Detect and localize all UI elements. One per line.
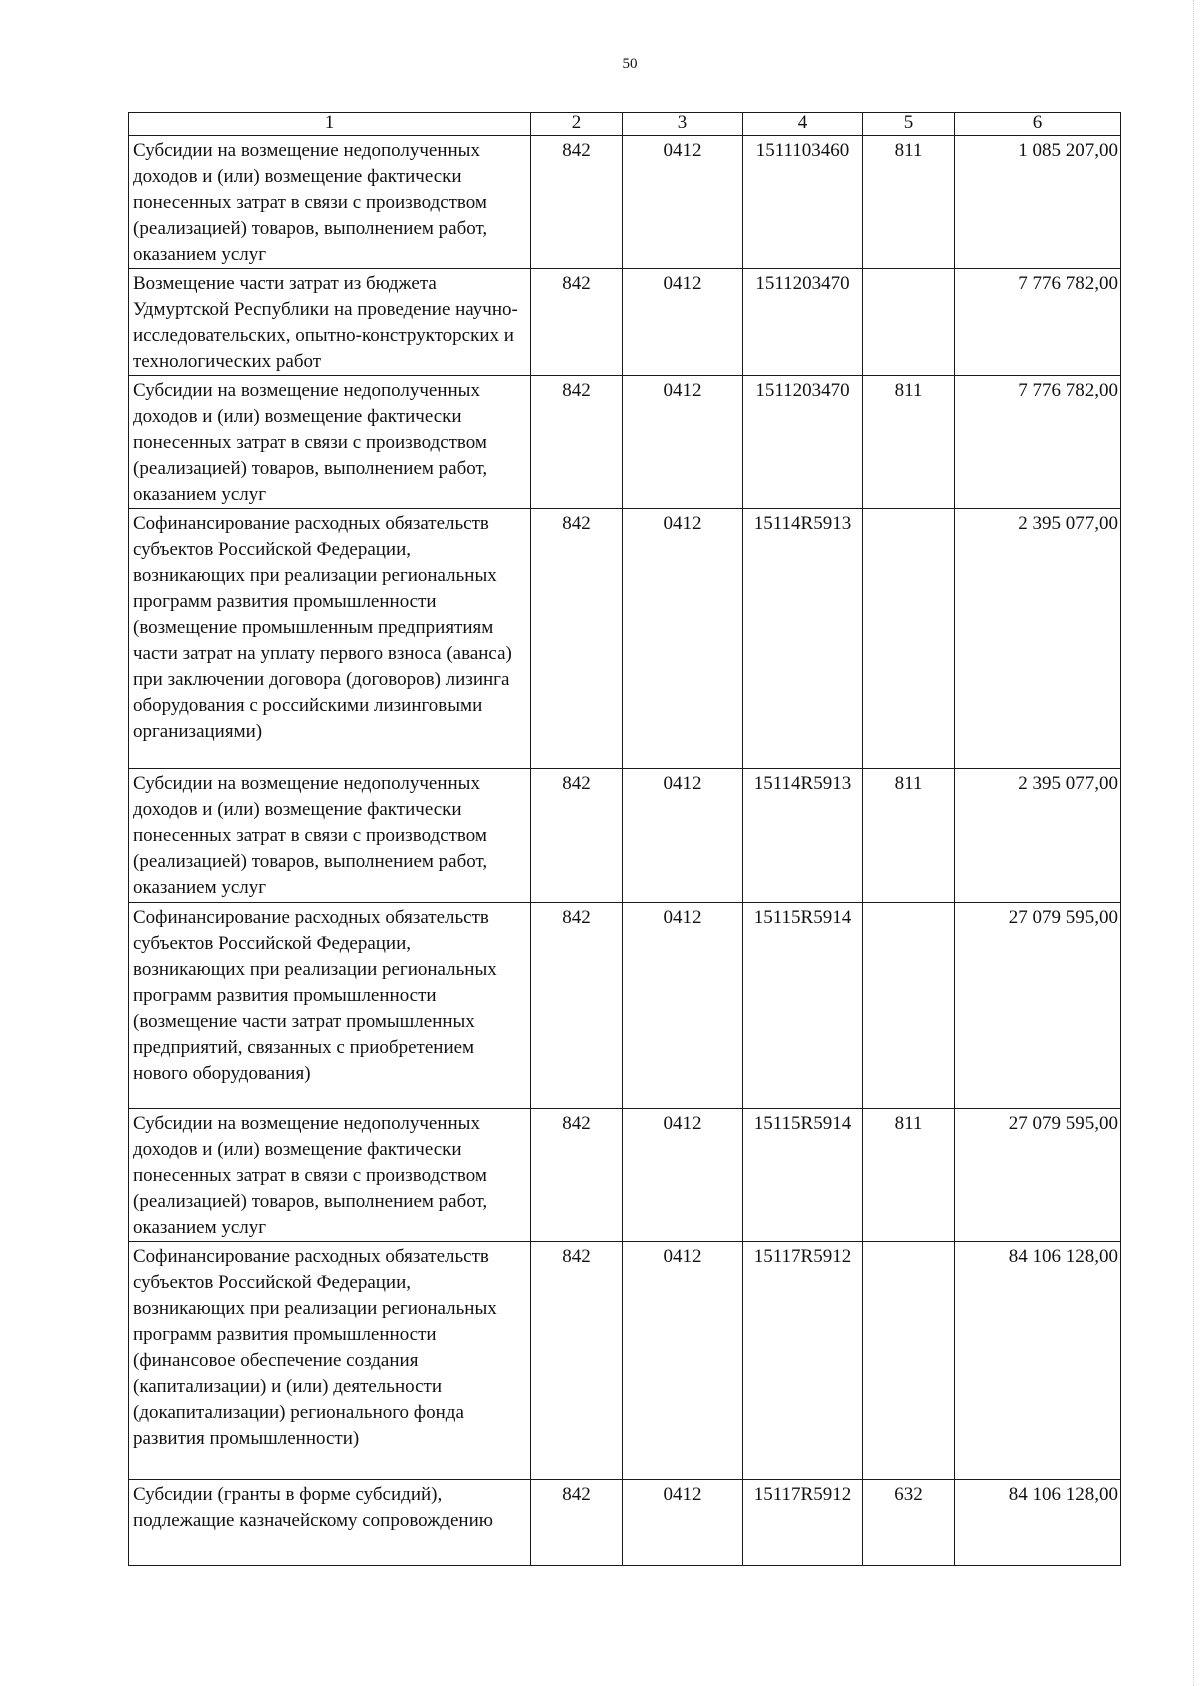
row-col5: 632 (863, 1480, 955, 1566)
row-col2: 842 (531, 136, 623, 269)
row-col3: 0412 (623, 269, 743, 376)
row-name: Субсидии (гранты в форме субсидий), подлежащие казначейскому сопровождению (129, 1480, 531, 1566)
row-name: Субсидии на возмещение недополученных доходов и (или) возмещение фактически понесенных затрат в связи с производством (реализацией) товаров, выполнением работ, оказанием услуг (129, 376, 531, 509)
row-col3: 0412 (623, 1109, 743, 1242)
row-col6: 27 079 595,00 (955, 903, 1121, 1109)
table-row (129, 903, 1121, 1109)
row-col6: 27 079 595,00 (955, 1109, 1121, 1242)
row-col6: 2 395 077,00 (955, 509, 1121, 769)
row-col4: 1511103460 (743, 136, 863, 269)
row-col3: 0412 (623, 1480, 743, 1566)
table-row (129, 376, 1121, 509)
row-col5: 811 (863, 1109, 955, 1242)
row-col6: 7 776 782,00 (955, 376, 1121, 509)
page-number: 50 (622, 56, 638, 72)
header-col-1: 1 (129, 113, 531, 136)
row-col6: 84 106 128,00 (955, 1242, 1121, 1480)
row-col3: 0412 (623, 509, 743, 769)
row-col5 (863, 1242, 955, 1480)
row-col2: 842 (531, 269, 623, 376)
row-col2: 842 (531, 509, 623, 769)
table-row (129, 509, 1121, 769)
row-col6: 84 106 128,00 (955, 1480, 1121, 1566)
header-col-5: 5 (863, 113, 955, 136)
row-name: Субсидии на возмещение недополученных доходов и (или) возмещение фактически понесенных затрат в связи с производством (реализацией) товаров, выполнением работ, оказанием услуг (129, 1109, 531, 1242)
row-col4: 15117R5912 (743, 1480, 863, 1566)
row-col4: 15115R5914 (743, 1109, 863, 1242)
row-col4: 1511203470 (743, 269, 863, 376)
row-col2: 842 (531, 1109, 623, 1242)
row-name: Возмещение части затрат из бюджета Удмуртской Республики на проведение научно-исследовательских, опытно-конструкторских и технологических работ (129, 269, 531, 376)
row-col6: 1 085 207,00 (955, 136, 1121, 269)
row-col3: 0412 (623, 1242, 743, 1480)
row-col6: 2 395 077,00 (955, 769, 1121, 903)
row-col2: 842 (531, 769, 623, 903)
row-name: Субсидии на возмещение недополученных доходов и (или) возмещение фактически понесенных затрат в связи с производством (реализацией) товаров, выполнением работ, оказанием услуг (129, 769, 531, 903)
row-col5: 811 (863, 376, 955, 509)
table-row (129, 136, 1121, 269)
header-col-6: 6 (955, 113, 1121, 136)
budget-table (128, 112, 1121, 1566)
scan-edge (1192, 0, 1194, 1686)
row-name: Субсидии на возмещение недополученных доходов и (или) возмещение фактически понесенных затрат в связи с производством (реализацией) товаров, выполнением работ, оказанием услуг (129, 136, 531, 269)
header-row (129, 113, 1121, 136)
header-col-2: 2 (531, 113, 623, 136)
header-col-3: 3 (623, 113, 743, 136)
row-col4: 15115R5914 (743, 903, 863, 1109)
row-col4: 1511203470 (743, 376, 863, 509)
row-col4: 15114R5913 (743, 509, 863, 769)
table-row (129, 769, 1121, 903)
table-row (129, 1242, 1121, 1480)
row-col2: 842 (531, 1242, 623, 1480)
row-col3: 0412 (623, 376, 743, 509)
table-row (129, 1109, 1121, 1242)
row-col2: 842 (531, 903, 623, 1109)
row-col2: 842 (531, 376, 623, 509)
row-name: Софинансирование расходных обязательств субъектов Российской Федерации, возникающих при реализации региональных программ развития промышленности (возмещение промышленным предприятиям части затрат на уплату первого взноса (аванса) при заключении договора (договоров) лизинга оборудования с российскими лизинговыми организациями) (129, 509, 531, 769)
row-col5 (863, 269, 955, 376)
row-col3: 0412 (623, 903, 743, 1109)
table-row (129, 269, 1121, 376)
row-col4: 15117R5912 (743, 1242, 863, 1480)
row-col5: 811 (863, 136, 955, 269)
header-col-4: 4 (743, 113, 863, 136)
row-col2: 842 (531, 1480, 623, 1566)
table-row (129, 1480, 1121, 1566)
row-col3: 0412 (623, 136, 743, 269)
row-col5 (863, 903, 955, 1109)
row-col4: 15114R5913 (743, 769, 863, 903)
row-name: Софинансирование расходных обязательств субъектов Российской Федерации, возникающих при реализации региональных программ развития промышленности (возмещение части затрат промышленных предприятий, связанных с приобретением нового оборудования) (129, 903, 531, 1109)
row-col3: 0412 (623, 769, 743, 903)
row-col5 (863, 509, 955, 769)
row-col5: 811 (863, 769, 955, 903)
row-name: Софинансирование расходных обязательств субъектов Российской Федерации, возникающих при реализации региональных программ развития промышленности (финансовое обеспечение создания (капитализации) и (или) деятельности (докапитализации) регионального фонда развития промышленности) (129, 1242, 531, 1480)
row-col6: 7 776 782,00 (955, 269, 1121, 376)
